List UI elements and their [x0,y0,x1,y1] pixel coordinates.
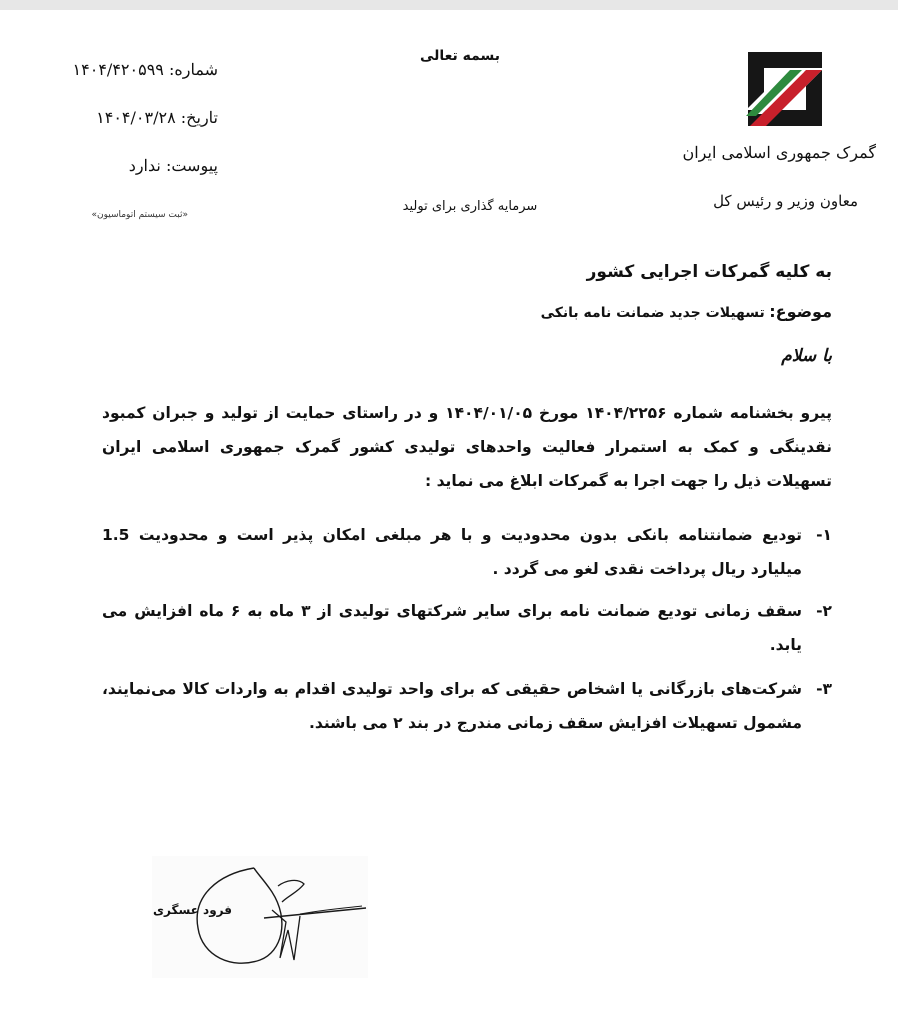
list-item [102,672,832,740]
bismillah-heading: بسمه تعالی [419,48,501,64]
attachment-label: پیوست: [165,156,218,175]
signature-mark [152,856,368,978]
letter-number-value: ۱۴۰۴/۴۲۰۵۹۹ [72,60,164,79]
automation-note: «ثبت سیستم اتوماسیون» [91,210,188,220]
list-item-number: ۲- [816,602,832,620]
office-title: معاون وزیر و رئیس کل [713,192,858,210]
list-item [102,594,832,662]
list-item-text: شرکت‌های بازرگانی یا اشخاص حقیقی که برای واحد تولیدی اقدام به واردات کالا می‌نمایند، مشمول تسهیلات افزایش سقف زمانی مندرج در بند ۲ می باشند. [102,680,802,732]
letter-date-row [96,108,218,127]
subject-value: تسهیلات جدید ضمانت نامه بانکی [540,305,765,321]
top-border [0,0,898,10]
subject-line [541,302,832,321]
attachment-value: ندارد [128,156,161,175]
letter-date-label: تاریخ: [180,108,218,127]
letter-number-label: شماره: [168,60,218,79]
list-item-number: ۳- [816,680,832,698]
list-item-text: تودیع ضمانتنامه بانکی بدون محدودیت و با هر مبلغی امکان پذیر است و محدودیت 1.5 میلیارد ریال پرداخت نقدی لغو می گردد . [102,526,802,578]
letter-date-value: ۱۴۰۴/۰۳/۲۸ [96,108,176,127]
customs-logo-icon [742,46,828,132]
list-item-number: ۱- [816,526,832,544]
department-name: سرمایه گذاری برای تولید [402,199,538,214]
greeting: با سلام [781,346,832,366]
subject-label: موضوع: [769,302,832,321]
letter-number-row [73,60,218,79]
organization-name: گمرک جمهوری اسلامی ایران [682,143,876,162]
attachment-row [129,156,218,175]
signatory-name: فرود عسگری [153,903,232,917]
letter-body-paragraph: پیرو بخشنامه شماره ۱۴۰۴/۲۲۵۶ مورخ ۱۴۰۴/۰۱/۰۵ و در راستای حمایت از تولید و جبران کمبود نقدینگی و کمک به استمرار فعالیت واحدهای تولیدی کشور گمرک جمهوری اسلامی ایران تسهیلات ذیل را جهت اجرا به گمرکات ابلاغ می نماید : [102,404,832,490]
recipient-line: به کلیه گمرکات اجرایی کشور [586,262,832,282]
list-item [102,518,832,586]
list-item-text: سقف زمانی تودیع ضمانت نامه برای سایر شرکتهای تولیدی از ۳ ماه به ۶ ماه افزایش می یابد. [102,602,803,654]
